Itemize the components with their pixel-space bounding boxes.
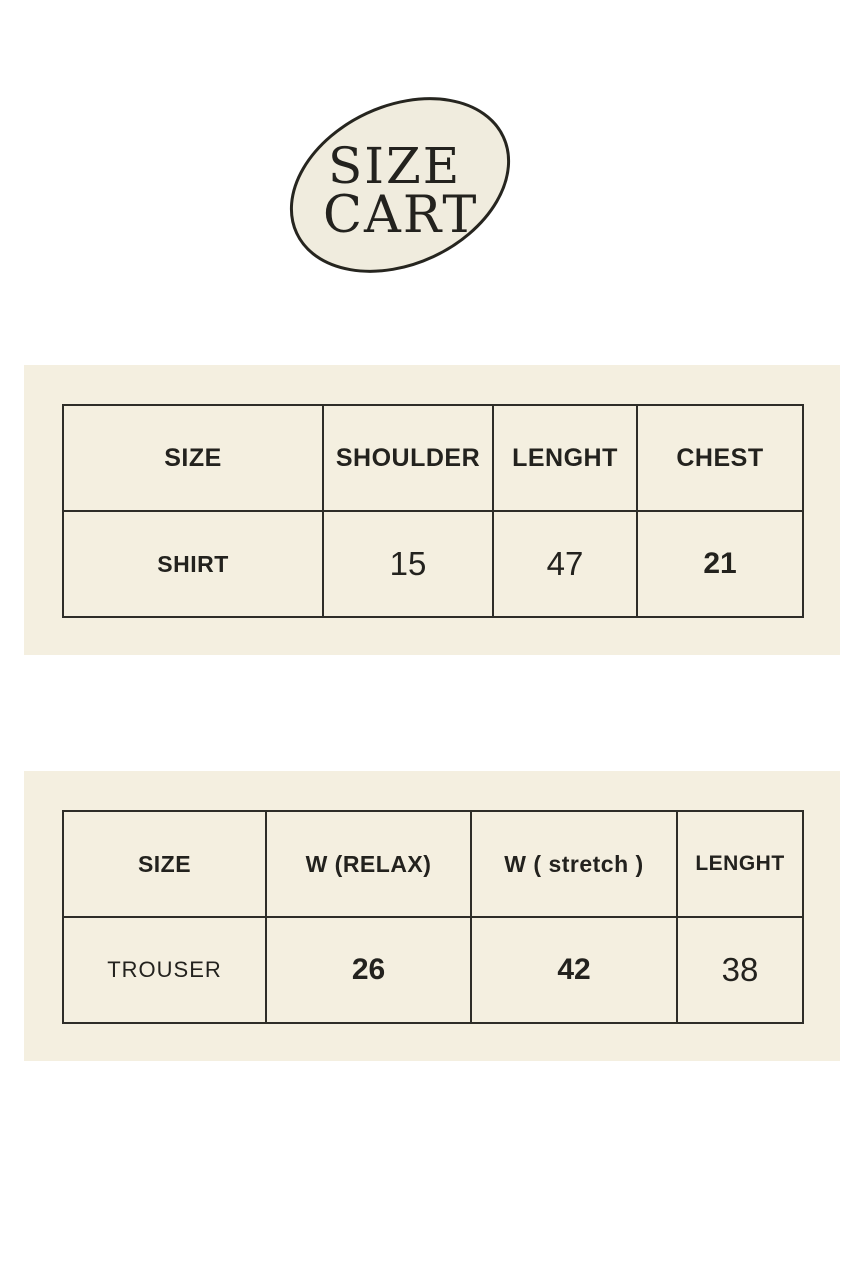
trouser-size-table xyxy=(62,810,804,1024)
shirt-header-row xyxy=(63,405,803,511)
shirt-header-size: SIZE xyxy=(63,405,323,511)
trouser-data-row xyxy=(63,917,803,1023)
shirt-shoulder-value: 15 xyxy=(323,511,493,617)
shirt-panel xyxy=(24,365,840,655)
logo-text-size: SIZE xyxy=(328,137,462,195)
trouser-header-lenght: LENGHT xyxy=(677,811,803,917)
shirt-size-table xyxy=(62,404,804,618)
logo-text-cart: CART xyxy=(323,186,479,245)
trouser-header-w-stretch: W ( stretch ) xyxy=(471,811,677,917)
trouser-panel xyxy=(24,771,840,1061)
shirt-chest-value: 21 xyxy=(637,511,803,617)
trouser-header-size: SIZE xyxy=(63,811,266,917)
trouser-row-label: TROUSER xyxy=(63,917,266,1023)
shirt-header-shoulder: SHOULDER xyxy=(323,405,493,511)
size-cart-logo xyxy=(278,86,522,286)
shirt-header-chest: CHEST xyxy=(637,405,803,511)
shirt-data-row xyxy=(63,511,803,617)
trouser-w-stretch-value: 42 xyxy=(471,917,677,1023)
shirt-row-label: SHIRT xyxy=(63,511,323,617)
trouser-header-row xyxy=(63,811,803,917)
trouser-lenght-value: 38 xyxy=(677,917,803,1023)
shirt-header-lenght: LENGHT xyxy=(493,405,637,511)
shirt-lenght-value: 47 xyxy=(493,511,637,617)
trouser-header-w-relax: W (RELAX) xyxy=(266,811,471,917)
trouser-w-relax-value: 26 xyxy=(266,917,471,1023)
